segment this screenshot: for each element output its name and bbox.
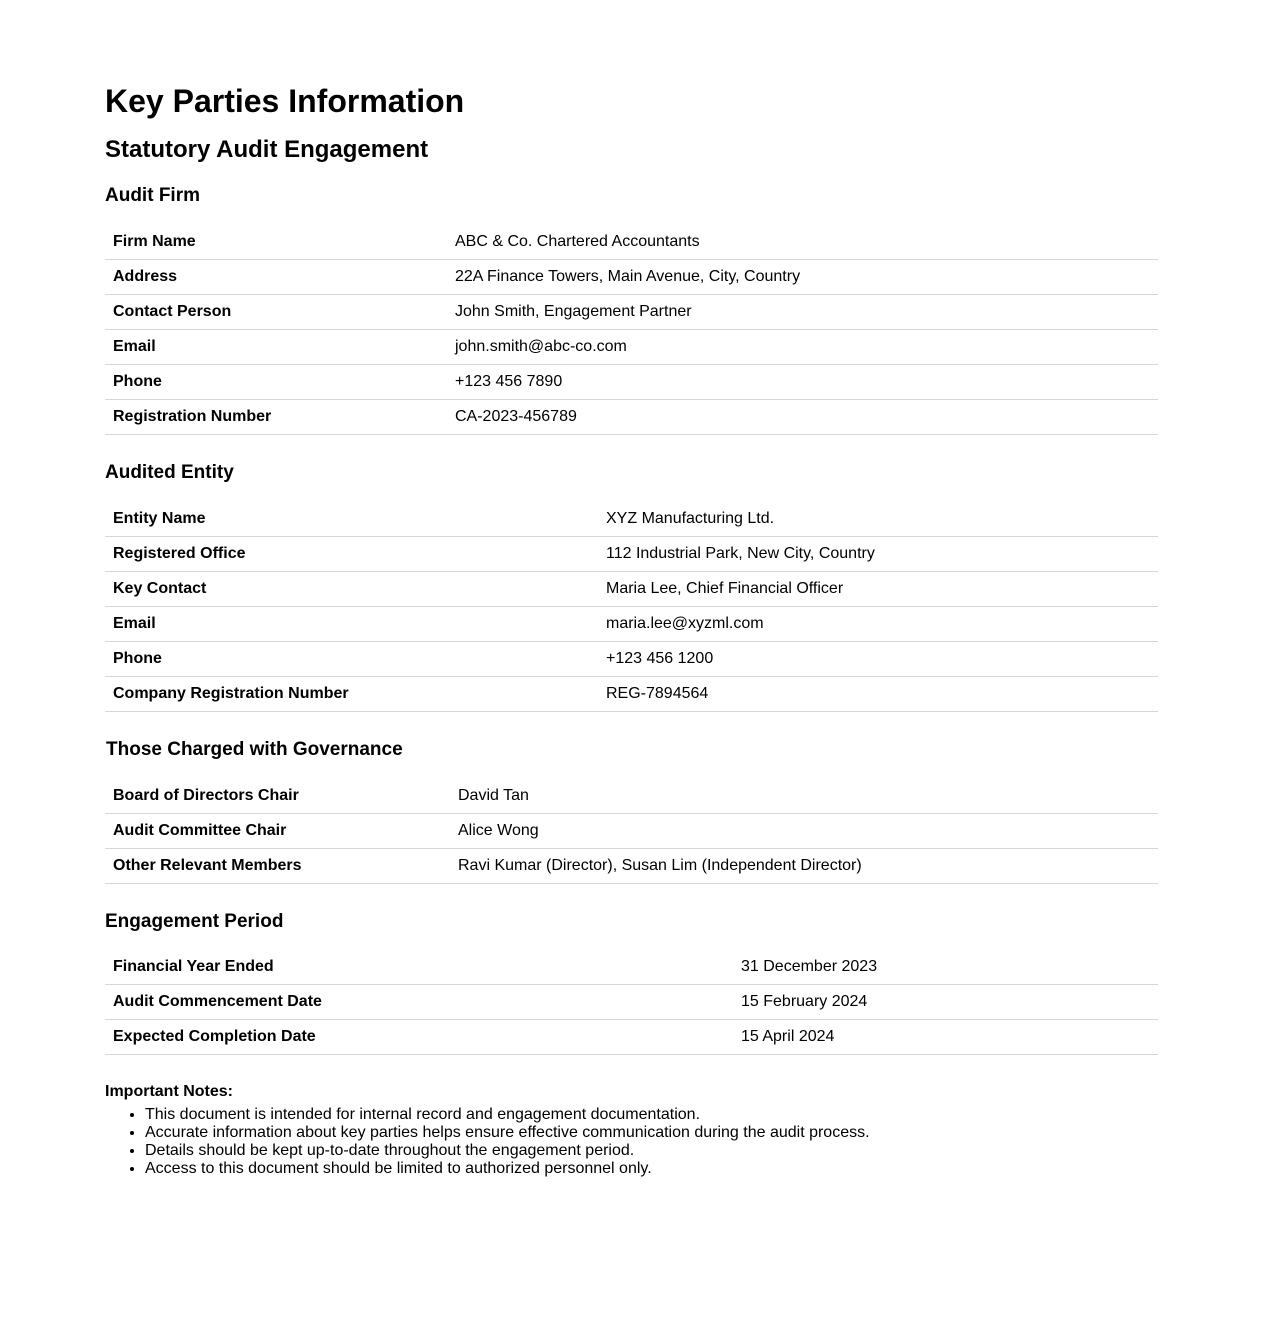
row-label: Audit Committee Chair <box>105 814 450 849</box>
engagement-period-table <box>105 950 1158 1055</box>
row-value: ABC & Co. Chartered Accountants <box>447 225 1158 260</box>
row-label: Financial Year Ended <box>105 950 733 985</box>
row-value: john.smith@abc-co.com <box>447 330 1158 365</box>
table-row <box>105 849 1158 884</box>
governance-section <box>105 738 1158 884</box>
row-label: Company Registration Number <box>105 677 598 712</box>
row-label: Registered Office <box>105 537 598 572</box>
row-value: David Tan <box>450 779 1158 814</box>
audited-entity-section <box>105 461 1158 712</box>
audited-entity-table <box>105 502 1158 712</box>
table-row <box>105 1020 1158 1055</box>
row-label: Email <box>105 330 447 365</box>
row-value: REG-7894564 <box>598 677 1158 712</box>
list-item: • Accurate information about key parties helps ensure effective communication during the audit process. <box>145 1124 1158 1142</box>
row-label: Entity Name <box>105 502 598 537</box>
row-label: Other Relevant Members <box>105 849 450 884</box>
row-value: 31 December 2023 <box>733 950 1158 985</box>
table-row <box>105 537 1158 572</box>
row-label: Address <box>105 260 447 295</box>
row-value: maria.lee@xyzml.com <box>598 607 1158 642</box>
table-row <box>105 985 1158 1020</box>
audit-firm-section <box>105 184 1158 435</box>
table-row <box>105 260 1158 295</box>
page-title: Key Parties Information <box>105 83 465 119</box>
row-value: 22A Finance Towers, Main Avenue, City, Country <box>447 260 1158 295</box>
table-row <box>105 642 1158 677</box>
row-value: 112 Industrial Park, New City, Country <box>598 537 1158 572</box>
table-row <box>105 400 1158 435</box>
table-row <box>105 295 1158 330</box>
row-label: Key Contact <box>105 572 598 607</box>
list-item: • This document is intended for internal record and engagement documentation. <box>145 1106 1158 1124</box>
section-heading: Audited Entity <box>105 462 234 483</box>
table-row <box>105 950 1158 985</box>
governance-table <box>105 779 1158 884</box>
row-value: 15 April 2024 <box>733 1020 1158 1055</box>
row-value: John Smith, Engagement Partner <box>447 295 1158 330</box>
row-label: Board of Directors Chair <box>105 779 450 814</box>
row-label: Contact Person <box>105 295 447 330</box>
table-row <box>105 572 1158 607</box>
notes-title: Important Notes: <box>105 1083 233 1100</box>
table-row <box>105 607 1158 642</box>
row-label: Registration Number <box>105 400 447 435</box>
row-value: XYZ Manufacturing Ltd. <box>598 502 1158 537</box>
row-label: Phone <box>105 365 447 400</box>
page-subtitle: Statutory Audit Engagement <box>105 136 429 163</box>
row-label: Firm Name <box>105 225 447 260</box>
row-value: +123 456 1200 <box>598 642 1158 677</box>
section-heading: Those Charged with Governance <box>106 739 403 760</box>
engagement-period-section <box>105 910 1158 1055</box>
row-label: Expected Completion Date <box>105 1020 733 1055</box>
table-row <box>105 677 1158 712</box>
section-heading: Engagement Period <box>105 911 284 932</box>
table-row <box>105 365 1158 400</box>
row-label: Email <box>105 607 598 642</box>
row-value: +123 456 7890 <box>447 365 1158 400</box>
table-row <box>105 502 1158 537</box>
audit-firm-table <box>105 225 1158 435</box>
row-value: 15 February 2024 <box>733 985 1158 1020</box>
list-item: • Details should be kept up-to-date throughout the engagement period. <box>145 1142 1158 1160</box>
table-row <box>105 779 1158 814</box>
row-value: Alice Wong <box>450 814 1158 849</box>
row-value: Ravi Kumar (Director), Susan Lim (Independent Director) <box>450 849 1158 884</box>
important-notes <box>105 1082 1158 1178</box>
row-value: Maria Lee, Chief Financial Officer <box>598 572 1158 607</box>
row-label: Phone <box>105 642 598 677</box>
table-row <box>105 225 1158 260</box>
table-row <box>105 330 1158 365</box>
list-item: • Access to this document should be limited to authorized personnel only. <box>145 1160 1158 1178</box>
section-heading: Audit Firm <box>105 185 200 206</box>
row-label: Audit Commencement Date <box>105 985 733 1020</box>
notes-list <box>105 1106 1158 1178</box>
table-row <box>105 814 1158 849</box>
row-value: CA-2023-456789 <box>447 400 1158 435</box>
